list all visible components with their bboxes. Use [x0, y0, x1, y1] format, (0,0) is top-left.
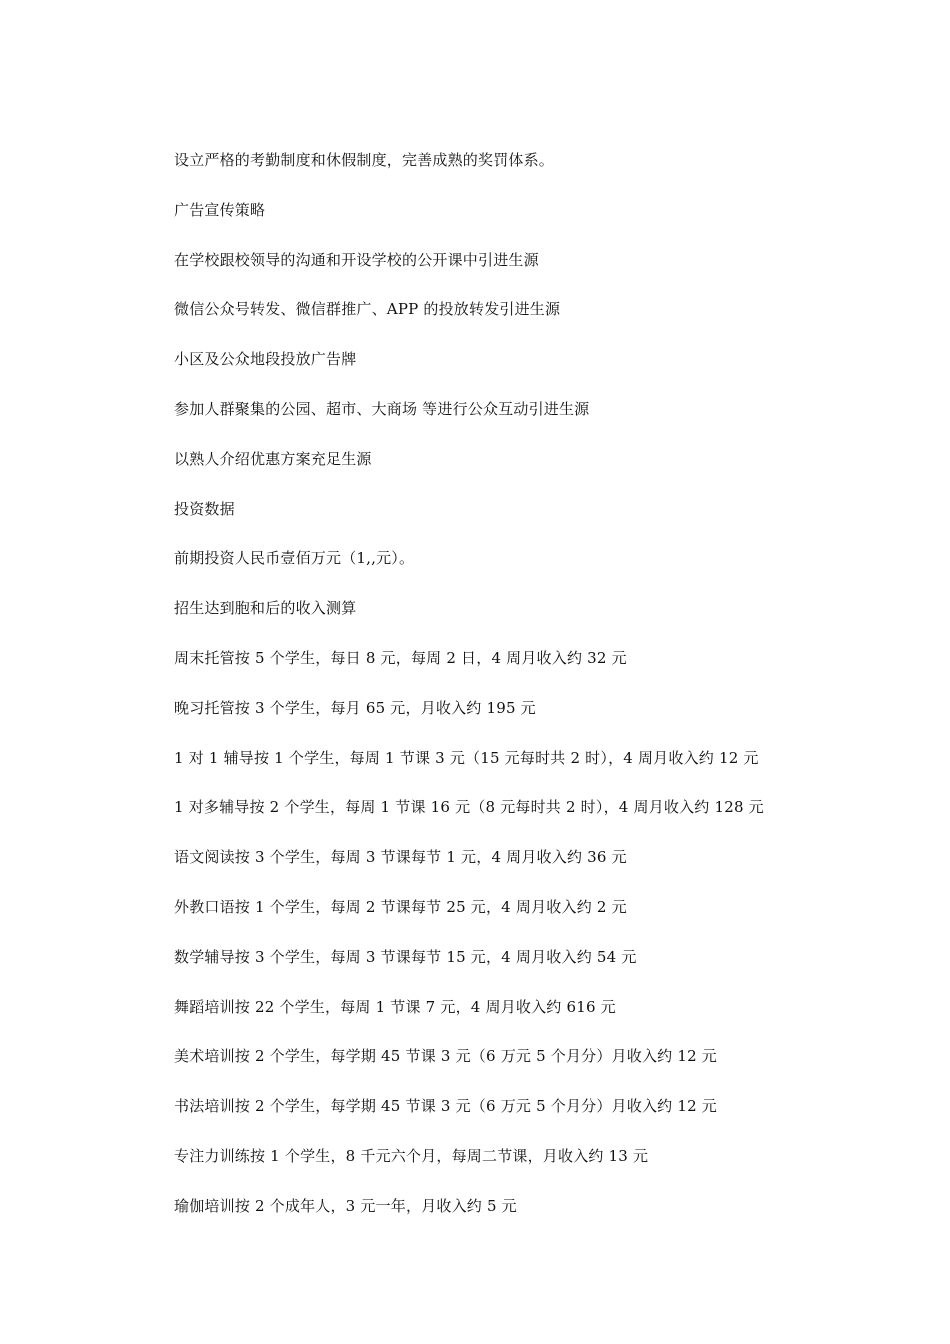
section-heading: 招生达到胞和后的收入测算	[174, 599, 357, 618]
income-item: 书法培训按 2 个学生，每学期 45 节课 3 元（6 万元 5 个月分）月收入约 12 元	[174, 1097, 717, 1116]
document-body	[174, 149, 914, 1245]
income-item: 1 对 1 辅导按 1 个学生，每周 1 节课 3 元（15 元每时共 2 时），4 周月收入约 12 元	[174, 748, 759, 767]
paragraph: 小区及公众地段投放广告牌	[174, 350, 357, 369]
income-item: 美术培训按 2 个学生，每学期 45 节课 3 元（6 万元 5 个月分）月收入约 12 元	[174, 1047, 717, 1066]
income-item: 瑜伽培训按 2 个成年人，3 元一年，月收入约 5 元	[174, 1196, 517, 1215]
section-heading: 投资数据	[174, 499, 235, 518]
section-heading: 广告宣传策略	[174, 200, 266, 219]
paragraph: 前期投资人民币壹佰万元（1,,元）。	[174, 549, 415, 568]
income-item: 舞蹈培训按 22 个学生，每周 1 节课 7 元，4 周月收入约 616 元	[174, 997, 616, 1016]
income-item: 晚习托管按 3 个学生，每月 65 元，月收入约 195 元	[174, 698, 536, 717]
income-item: 语文阅读按 3 个学生，每周 3 节课每节 1 元，4 周月收入约 36 元	[174, 848, 627, 867]
income-item: 专注力训练按 1 个学生，8 千元六个月，每周二节课，月收入约 13 元	[174, 1146, 649, 1165]
paragraph: 以熟人介绍优惠方案充足生源	[174, 449, 372, 468]
paragraph: 在学校跟校领导的沟通和开设学校的公开课中引进生源	[174, 250, 539, 269]
income-item: 外教口语按 1 个学生，每周 2 节课每节 25 元，4 周月收入约 2 元	[174, 897, 627, 916]
paragraph: 参加人群聚集的公园、超市、大商场 等进行公众互动引进生源	[174, 399, 590, 418]
income-item: 数学辅导按 3 个学生，每周 3 节课每节 15 元，4 周月收入约 54 元	[174, 947, 637, 966]
paragraph: 微信公众号转发、微信群推广、APP 的投放转发引进生源	[174, 300, 561, 319]
paragraph: 设立严格的考勤制度和休假制度，完善成熟的奖罚体系。	[174, 151, 555, 169]
income-item: 1 对多辅导按 2 个学生，每周 1 节课 16 元（8 元每时共 2 时），4 周月收入约 128 元	[174, 798, 764, 817]
income-item: 周末托管按 5 个学生，每日 8 元，每周 2 日，4 周月收入约 32 元	[174, 648, 627, 667]
